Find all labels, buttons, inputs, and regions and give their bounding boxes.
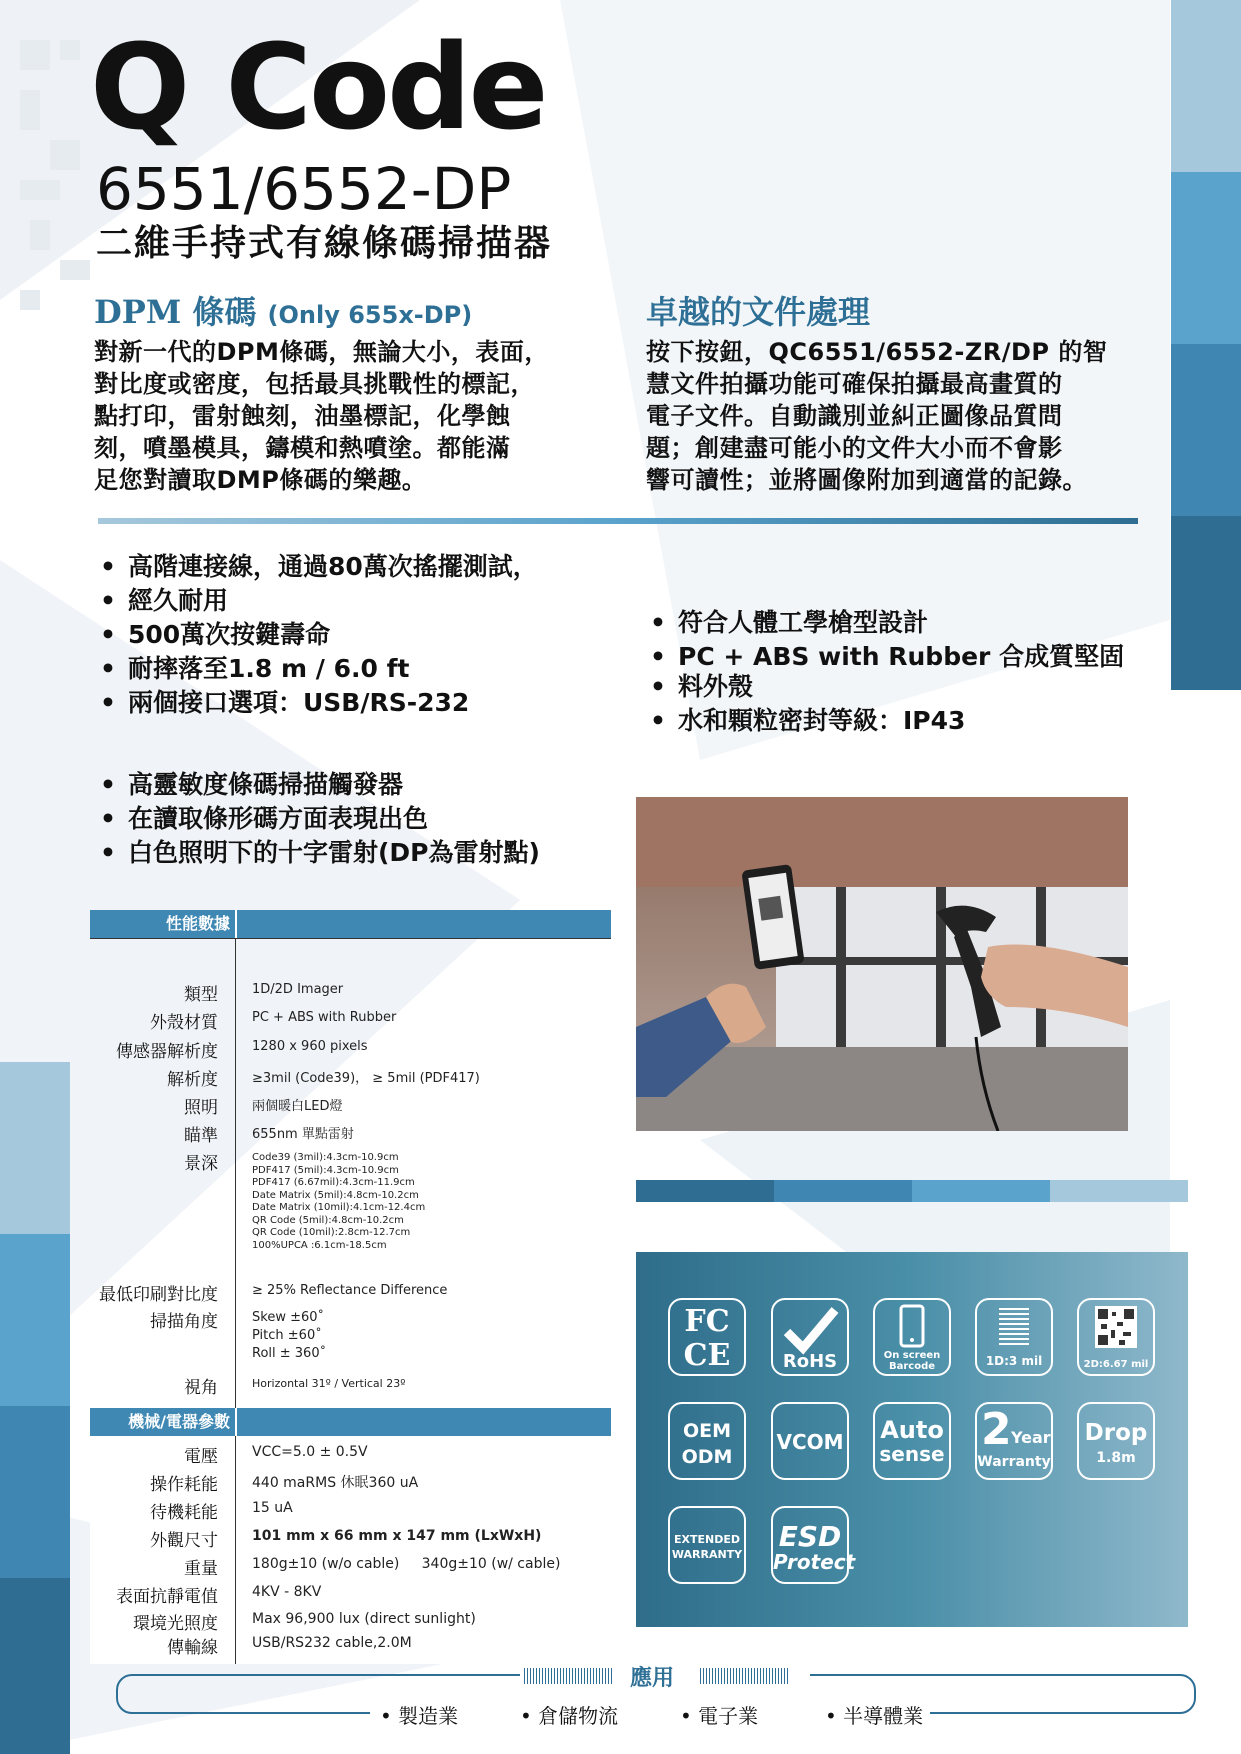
spec-value: ≥3mil (Code39)， ≥ 5mil (PDF417) [252, 1071, 480, 1086]
depth-of-field-list [252, 1152, 425, 1252]
dpm-heading-text: DPM 條碼 [94, 293, 257, 331]
spec-key: 操作耗能 [150, 1475, 218, 1495]
onscreen-label [875, 1350, 949, 1372]
spec-key: 視角 [184, 1378, 218, 1398]
2d-label: 2D:6.67 mil [1083, 1359, 1149, 1370]
depth-line: QR Code (10mil):2.8cm-12.7cm [252, 1227, 411, 1238]
extended-warranty-icon [668, 1506, 746, 1584]
spec-key: 重量 [184, 1559, 218, 1579]
application-item: • 倉儲物流 [520, 1704, 619, 1728]
angle-line: Skew ±60˚ [252, 1310, 325, 1325]
spec-value: 180g±10 (w/o cable) 340g±10 (w/ cable) [252, 1556, 561, 1572]
spec-key: 傳感器解析度 [116, 1042, 218, 1062]
extended-line: EXTENDED [674, 1533, 740, 1546]
feature-list-left-2 [100, 768, 640, 870]
mechanical-header-label: 機械/電器參數 [128, 1412, 230, 1431]
applications-list [370, 1700, 930, 1730]
spec-key: 待機耗能 [150, 1503, 218, 1523]
spec-key: 類型 [184, 985, 218, 1005]
feature-item: • 500萬次按鍵壽命 [100, 618, 620, 652]
depth-line: Date Matrix (5mil):4.8cm-10.2cm [252, 1189, 419, 1201]
spec-value: 1D/2D Imager [252, 982, 344, 997]
spec-key: 外殼材質 [150, 1013, 218, 1033]
brand-title: Q Code [90, 18, 546, 156]
spec-key: 表面抗靜電值 [116, 1587, 218, 1607]
onscreen-label-line: On screen [883, 1350, 941, 1361]
oem-label: OEM [682, 1420, 732, 1442]
spec-value: 655nm 單點雷射 [252, 1127, 354, 1142]
product-subtitle: 二維手持式有線條碼掃描器 [96, 223, 553, 264]
warranty-2year-icon [975, 1402, 1053, 1480]
onscreen-label-line: Barcode [888, 1361, 936, 1372]
dpm-heading-note: (Only 655x-DP) [267, 301, 473, 329]
barcode-decoration-right [700, 1668, 788, 1684]
product-photo [636, 797, 1128, 1131]
dpm-line: 對新一代的DPM條碼，無論大小，表面， [94, 338, 549, 366]
document-paragraph [646, 336, 1107, 496]
feature-item-continued [100, 584, 620, 618]
auto-label: Auto [880, 1416, 944, 1444]
fcc-label: FC [684, 1304, 730, 1339]
checkmark-icon [773, 1304, 847, 1356]
section-divider [98, 518, 1138, 524]
odm-label: ODM [681, 1446, 733, 1468]
feature-item: • 耐摔落至1.8 m / 6.0 ft [100, 652, 620, 686]
feature-list-right [650, 606, 1130, 738]
right-color-strip [1171, 0, 1241, 690]
vcom-icon [771, 1402, 849, 1480]
protect-label: Protect [773, 1550, 856, 1574]
spec-key: 掃描角度 [150, 1312, 218, 1332]
angle-line: Roll ± 360˚ [252, 1346, 327, 1361]
spec-value: USB/RS232 cable,2.0M [252, 1635, 412, 1651]
oem-odm-icon [668, 1402, 746, 1480]
feature-item: • 水和顆粒密封等級：IP43 [650, 704, 1130, 738]
fcc-ce-icon [668, 1298, 746, 1376]
depth-line: PDF417 (5mil):4.3cm-10.9cm [252, 1164, 399, 1176]
left-color-strip [0, 1062, 70, 1754]
feature-item: • PC + ABS with Rubber 合成質堅固 [650, 640, 1130, 674]
feature-item-continued [650, 670, 1130, 704]
spec-key: 電壓 [184, 1447, 218, 1467]
drop-test-icon [1077, 1402, 1155, 1480]
application-label: 製造業 [398, 1704, 459, 1728]
document-line: 電子文件。自動識別並糾正圖像品質問 [646, 402, 1063, 430]
1d-label: 1D:3 mil [985, 1354, 1043, 1368]
sense-label: sense [879, 1442, 945, 1466]
feature-item: • 高靈敏度條碼掃描觸發器 [100, 768, 640, 802]
model-number: 6551/6552-DP [96, 155, 512, 223]
angle-line: Pitch ±60˚ [252, 1328, 322, 1343]
table-vertical-line [235, 1436, 236, 1664]
document-heading: 卓越的文件處理 [646, 293, 871, 331]
spec-key: 照明 [184, 1098, 218, 1118]
spec-value: 101 mm x 66 mm x 147 mm (LxWxH) [252, 1528, 542, 1544]
spec-key: 最低印刷對比度 [99, 1285, 218, 1305]
spec-value: VCC=5.0 ± 0.5V [252, 1444, 368, 1460]
spec-value: Horizontal 31º / Vertical 23º [252, 1377, 406, 1390]
autosense-icon [873, 1402, 951, 1480]
depth-line: Date Matrix (10mil):4.1cm-12.4cm [252, 1202, 426, 1213]
dpm-line: 刻，噴墨模具，鑄模和熱噴塗。都能滿 [94, 434, 511, 462]
feature-item: • 高階連接線，通過80萬次搖擺測試， [100, 550, 620, 584]
application-item: • 電子業 [680, 1704, 759, 1728]
dpm-line: 足您對讀取DMP條碼的樂趣。 [94, 466, 427, 494]
spec-table [90, 910, 611, 1664]
spec-value: Max 96,900 lux (direct sunlight) [252, 1611, 476, 1627]
document-line: 題；創建盡可能小的文件大小而不會影 [646, 434, 1063, 462]
feature-item-text: 料外殼 [678, 672, 754, 701]
feature-item: • 在讀取條形碼方面表現出色 [100, 802, 640, 836]
applications-title-bar [520, 1660, 810, 1690]
vcom-label: VCOM [776, 1430, 844, 1454]
warranty-word: Warranty [977, 1454, 1051, 1470]
mechanical-rows [90, 1436, 611, 1664]
document-line: 慧文件拍攝功能可確保拍攝最高畫質的 [646, 370, 1063, 398]
application-label: 電子業 [698, 1704, 759, 1728]
header-divider [235, 1408, 237, 1436]
spec-key: 解析度 [167, 1070, 218, 1090]
depth-line: PDF417 (6.67mil):4.3cm-11.9cm [252, 1177, 415, 1188]
drop-height: 1.8m [1096, 1450, 1136, 1466]
esd-label: ESD [778, 1520, 842, 1553]
esd-protect-icon [771, 1506, 856, 1584]
spec-key: 傳輸線 [167, 1638, 218, 1658]
performance-header [90, 910, 611, 938]
dpm-heading [94, 293, 549, 331]
application-item: • 製造業 [380, 1704, 459, 1728]
dpm-line: 點打印，雷射蝕刻，油墨標記，化學蝕 [94, 402, 511, 430]
photo-color-bar [636, 1180, 1188, 1202]
dpm-paragraph [94, 336, 549, 496]
table-rule [90, 938, 611, 939]
rohs-label: RoHS [782, 1351, 838, 1372]
spec-value: 1280 x 960 pixels [252, 1039, 368, 1054]
document-line: 按下按鈕，QC6551/6552-ZR/DP 的智 [646, 338, 1108, 366]
depth-line: QR Code (5mil):4.8cm-10.2cm [252, 1214, 404, 1226]
1d-barcode-icon [975, 1298, 1053, 1376]
spec-key: 環境光照度 [133, 1614, 218, 1634]
drop-label: Drop [1084, 1420, 1148, 1446]
performance-header-label: 性能數據 [165, 914, 230, 933]
spec-value: PC + ABS with Rubber [252, 1010, 397, 1025]
warranty-year: Year [1011, 1428, 1051, 1447]
linear-barcode-icon [977, 1304, 1051, 1354]
spec-value: 440 maRMS 休眠360 uA [252, 1475, 419, 1491]
spec-value: 兩個暖白LED燈 [252, 1099, 343, 1114]
feature-item-text: 經久耐用 [128, 586, 229, 615]
application-item: • 半導體業 [825, 1704, 924, 1728]
spec-value: 4KV - 8KV [252, 1584, 322, 1600]
feature-item: • 白色照明下的十字雷射(DP為雷射點) [100, 836, 640, 870]
depth-line: Code39 (3mil):4.3cm-10.9cm [252, 1152, 399, 1163]
application-label: 半導體業 [843, 1704, 924, 1728]
spec-key: 外觀尺寸 [150, 1531, 218, 1551]
extended-warranty-label [670, 1532, 744, 1562]
warranty-line: WARRANTY [671, 1548, 743, 1561]
scan-angle-list [252, 1309, 326, 1363]
document-section [646, 293, 1108, 496]
dpm-line: 對比度或密度，包括最具挑戰性的標記， [94, 370, 535, 398]
phone-icon [875, 1304, 949, 1352]
spec-key: 瞄準 [184, 1126, 218, 1146]
applications-title: 應用 [630, 1666, 675, 1691]
feature-item: • 兩個接口選項：USB/RS-232 [100, 686, 620, 720]
table-vertical-line [235, 938, 236, 1408]
barcode-decoration-left [524, 1668, 612, 1684]
onscreen-barcode-icon [873, 1298, 951, 1376]
qr-code-icon [1079, 1302, 1153, 1354]
feature-icons-panel [636, 1252, 1188, 1627]
dpm-section [94, 293, 549, 496]
ce-label: CE [683, 1338, 731, 1373]
performance-rows [90, 938, 611, 1408]
feature-list-left-1 [100, 550, 620, 720]
mechanical-header [90, 1408, 611, 1436]
spec-key: 景深 [184, 1154, 218, 1174]
document-line: 響可讀性；並將圖像附加到適當的記錄。 [646, 466, 1087, 494]
warranty-number: 2 [981, 1404, 1012, 1455]
2d-barcode-icon [1077, 1298, 1155, 1376]
spec-value: ≥ 25% Reflectance Difference [252, 1283, 448, 1298]
spec-value: 15 uA [252, 1500, 293, 1516]
rohs-icon [771, 1298, 849, 1376]
feature-item: • 符合人體工學槍型設計 [650, 606, 1130, 640]
header-divider [235, 910, 237, 938]
depth-line: 100%UPCA :6.1cm-18.5cm [252, 1239, 387, 1251]
application-label: 倉儲物流 [538, 1704, 619, 1728]
